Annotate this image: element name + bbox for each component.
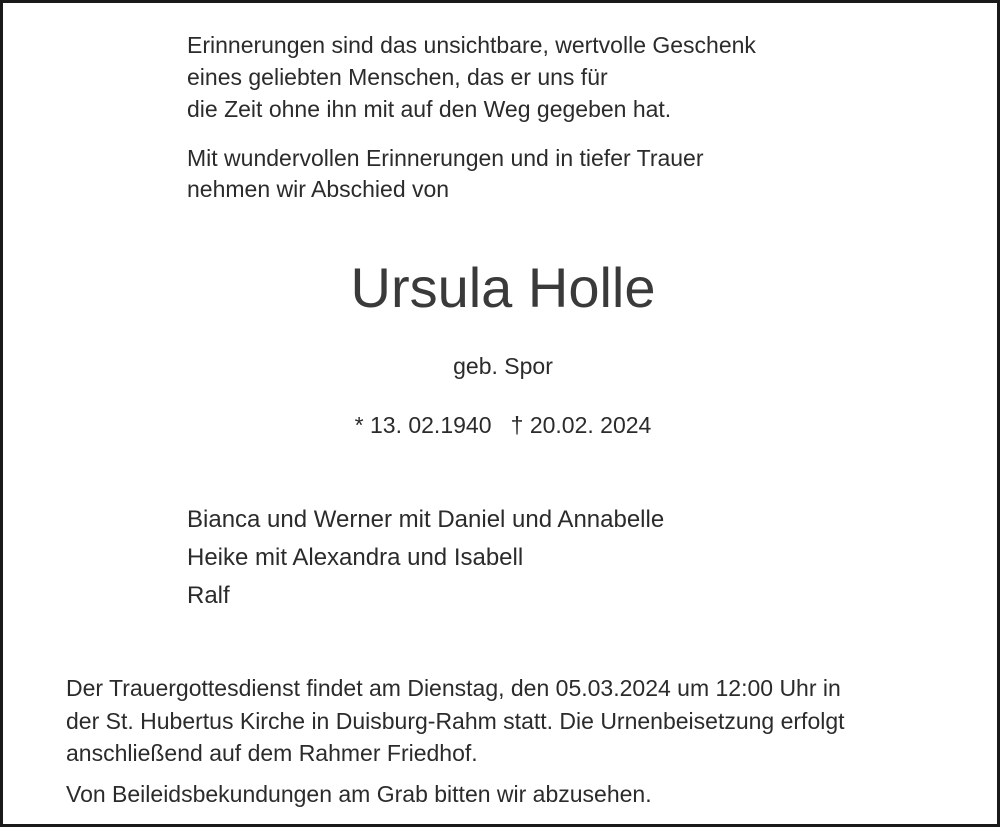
deceased-name: Ursula Holle [350,256,656,319]
intro-line-1: Mit wundervollen Erinnerungen und in tiefer Trauer [187,145,704,171]
family-line-1: Bianca und Werner mit Daniel und Annabelle [187,506,665,533]
birth-name: geb. Spor [453,353,553,379]
quote-line-3: die Zeit ohne ihn mit auf den Weg gegeben hat. [187,96,672,122]
notice-line-3: anschließend auf dem Rahmer Friedhof. [66,740,478,766]
life-dates: * 13. 02.1940 † 20.02. 2024 [354,412,652,438]
family-line-2: Heike mit Alexandra und Isabell [187,544,524,571]
quote-line-2: eines geliebten Menschen, das er uns für [187,64,608,90]
quote-line-1: Erinnerungen sind das unsichtbare, wertvolle Geschenk [187,32,756,58]
intro-line-2: nehmen wir Abschied von [187,176,450,202]
notice-line-1: Der Trauergottesdienst findet am Dienstag, den 05.03.2024 um 12:00 Uhr in [66,675,841,701]
notice-line-2: der St. Hubertus Kirche in Duisburg-Rahm statt. Die Urnenbeisetzung erfolgt [66,708,845,734]
family-line-3: Ralf [187,582,230,609]
closing-note: Von Beileidsbekundungen am Grab bitten wir abzusehen. [66,781,652,807]
